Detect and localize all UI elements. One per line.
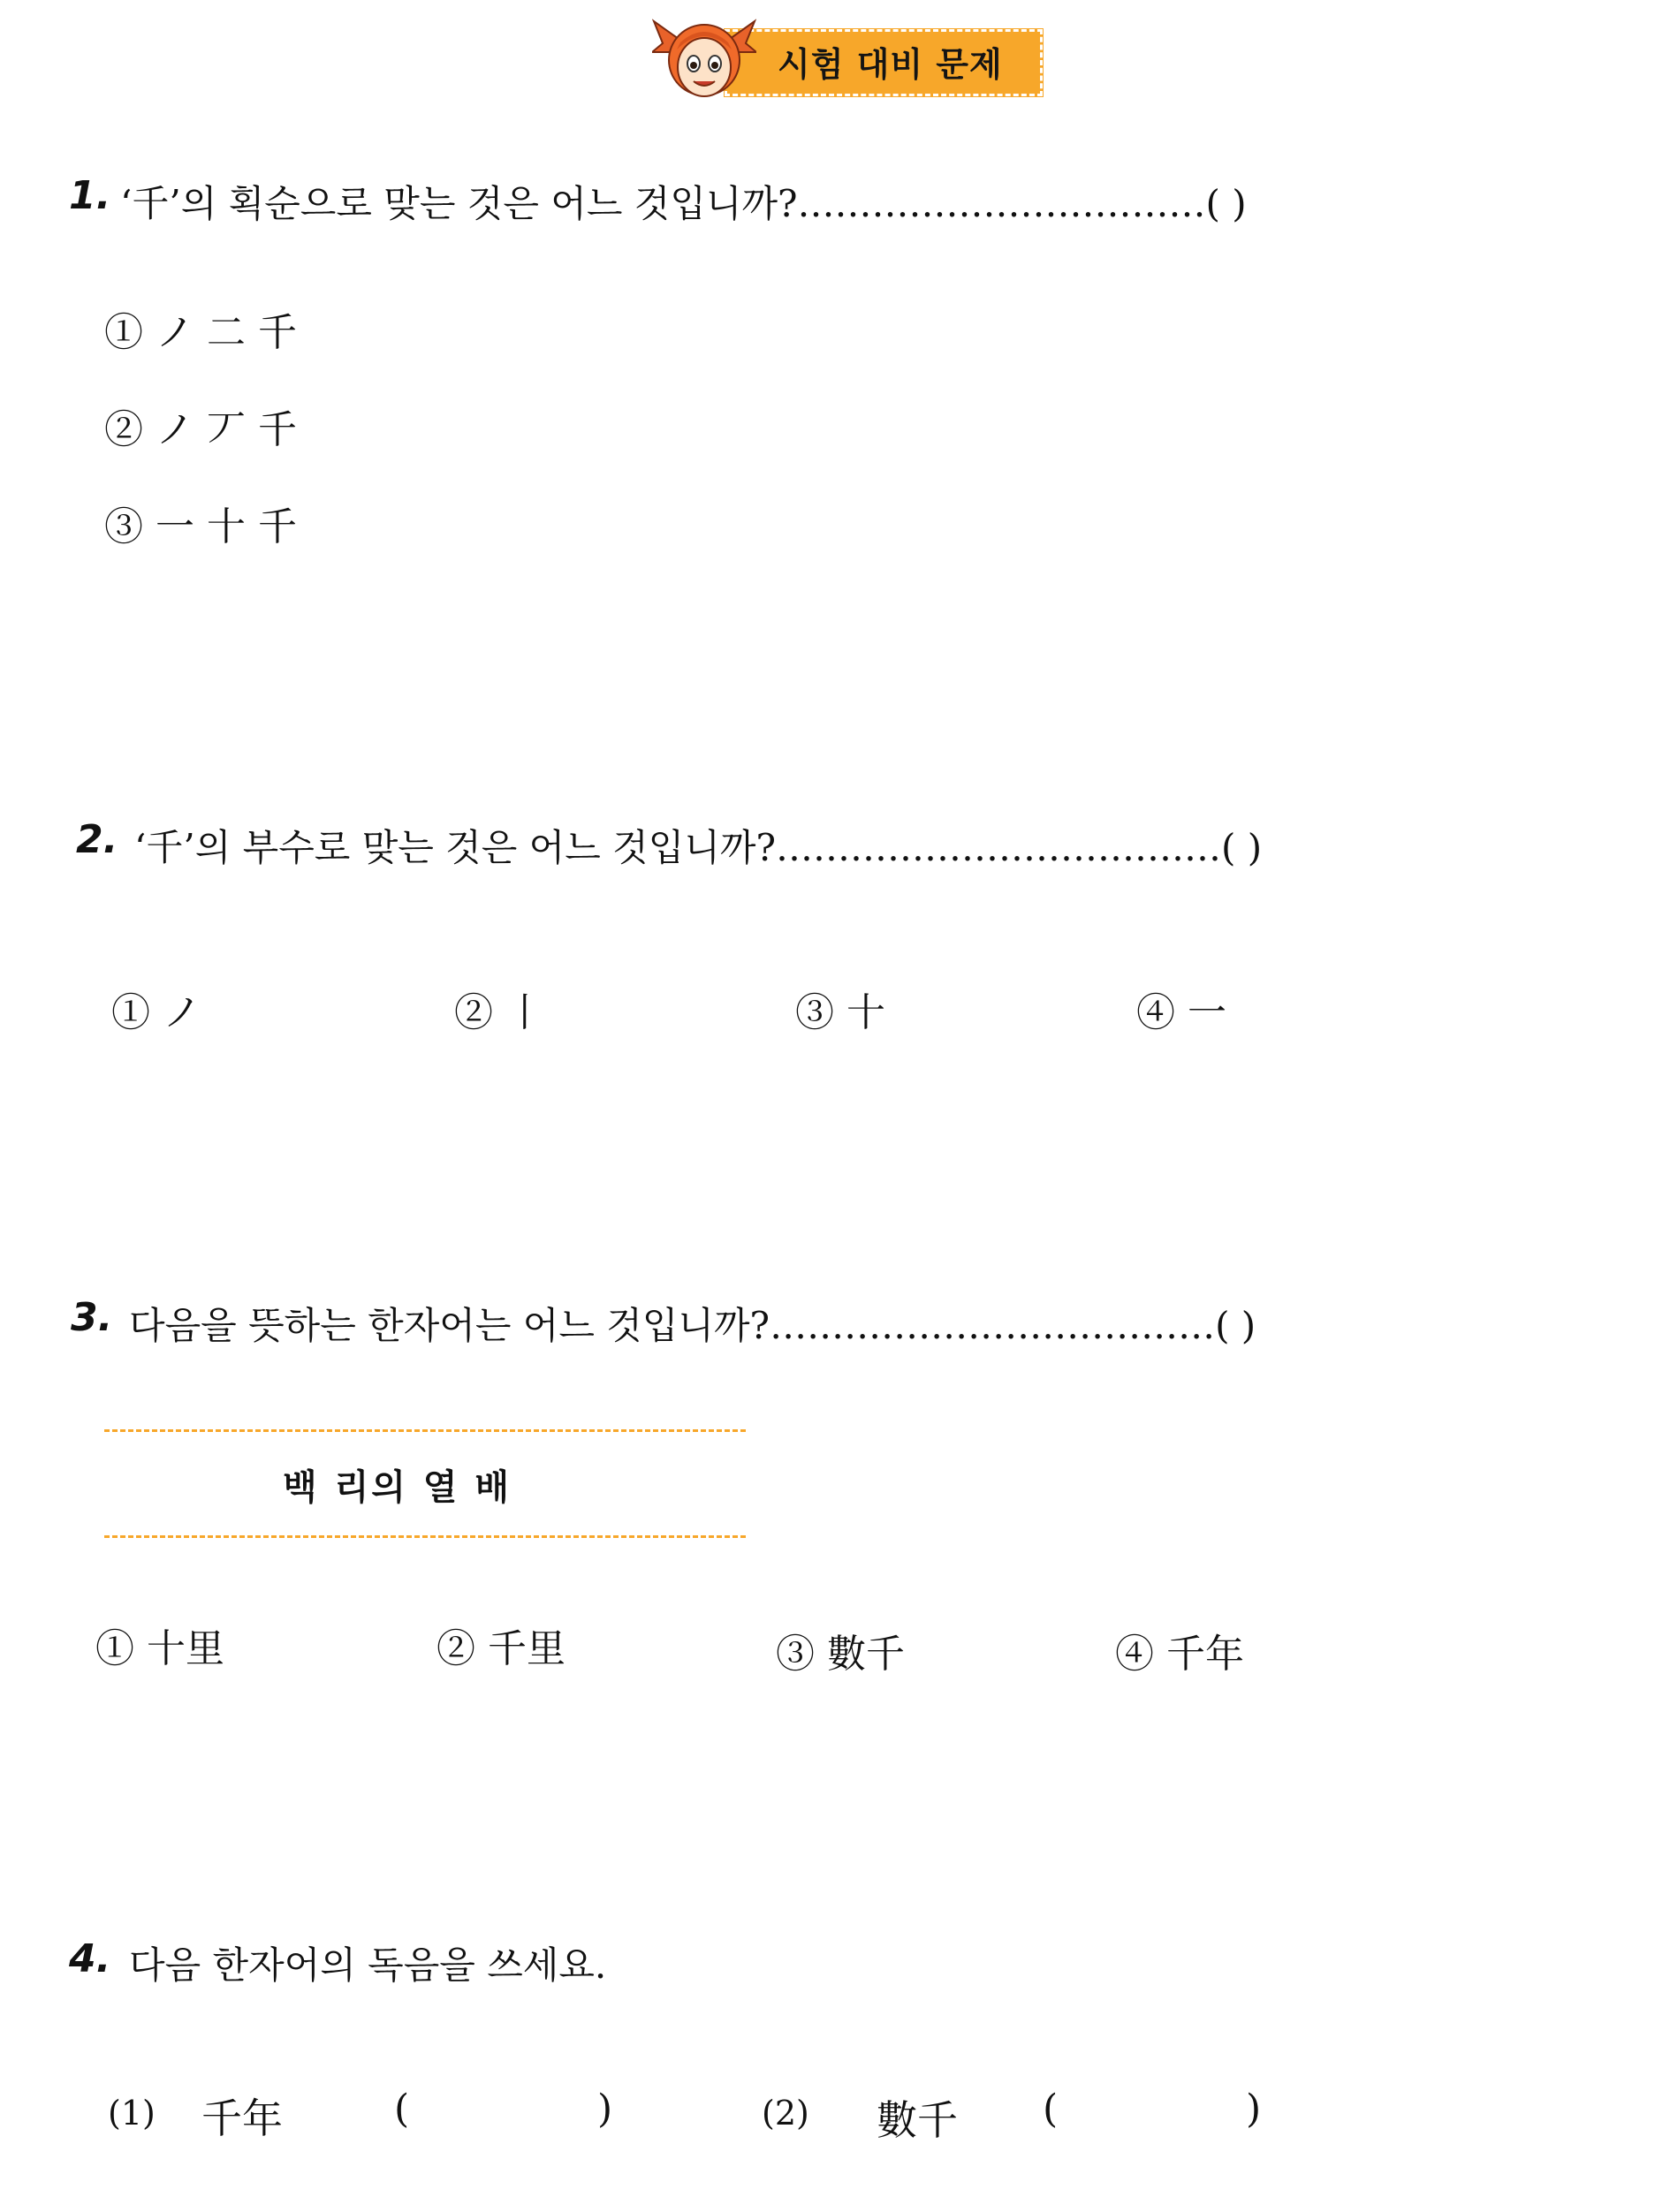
- question-2-option-4[interactable]: ④ 一: [1136, 990, 1226, 1035]
- answer-2-input[interactable]: [1064, 2094, 1241, 2138]
- box-top-border: [104, 1429, 746, 1432]
- answer-2-label: (2): [762, 2094, 809, 2132]
- question-2-option-1[interactable]: ① ノ: [111, 990, 201, 1035]
- answer-2-close-paren: ): [1246, 2087, 1262, 2132]
- question-2-option-3[interactable]: ③ 十: [795, 990, 885, 1035]
- question-3-option-2[interactable]: ② 千里: [436, 1626, 566, 1671]
- question-1-option-2[interactable]: ② ノ 丆 千: [104, 407, 297, 452]
- answer-1-open-paren: (: [394, 2087, 410, 2132]
- answer-2-hanja: 數千: [877, 2096, 958, 2144]
- answer-1-close-paren: ): [597, 2087, 613, 2132]
- question-1-text: ‘千’의 획순으로 맞는 것은 어느 것입니까?……………………………( ): [120, 182, 1247, 225]
- question-4-text: 다음 한자어의 독음을 쓰세요.: [129, 1943, 607, 1987]
- question-1-option-1[interactable]: ① ノ 二 千: [104, 310, 297, 355]
- question-3-option-1[interactable]: ① 十里: [95, 1626, 224, 1671]
- meaning-text: 백 리의 열 배: [283, 1467, 512, 1508]
- question-2-number: 2.: [76, 817, 118, 862]
- answer-1-input[interactable]: [415, 2094, 592, 2138]
- question-3-option-4[interactable]: ④ 千年: [1115, 1632, 1244, 1677]
- question-2-option-2[interactable]: ② 丨: [454, 990, 544, 1035]
- question-2-text: ‘千’의 부수로 맞는 것은 어느 것입니까?………………………………( ): [134, 826, 1263, 869]
- question-3-option-3[interactable]: ③ 數千: [776, 1632, 905, 1677]
- question-3-text: 다음을 뜻하는 한자어는 어느 것입니까?………………………………( ): [129, 1304, 1256, 1347]
- box-bottom-border: [104, 1535, 746, 1538]
- page-title: 시험 대비 문제: [778, 45, 1003, 84]
- question-3-number: 3.: [71, 1295, 113, 1340]
- question-4-number: 4.: [69, 1936, 111, 1981]
- girl-mascot-icon: [652, 4, 756, 108]
- question-1-number: 1.: [69, 173, 111, 218]
- answer-1-hanja: 千年: [201, 2095, 283, 2142]
- answer-1-label: (1): [108, 2094, 156, 2132]
- answer-2-open-paren: (: [1043, 2087, 1059, 2132]
- question-1-option-3[interactable]: ③ 一 十 千: [104, 504, 297, 549]
